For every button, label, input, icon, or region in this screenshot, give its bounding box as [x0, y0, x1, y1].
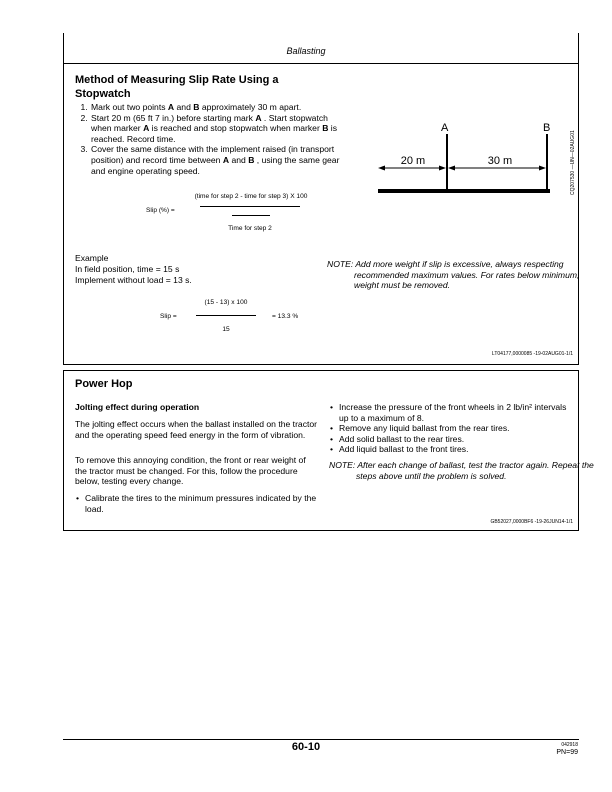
bullet-item: • Remove any liquid ballast from the rear tires. [329, 423, 574, 434]
example-heading: Example [75, 253, 109, 263]
footer-small-code: 042918 [561, 742, 578, 748]
example-line-2: Implement without load = 13 s. [75, 275, 192, 285]
example-slip-label: Slip = [160, 313, 177, 320]
footer-pn: PN=99 [556, 749, 578, 756]
slip-formula-denominator: Time for step 2 [228, 225, 272, 232]
example-numerator: (15 - 13) x 100 [204, 299, 248, 306]
bullet-item: • Increase the pressure of the front wheels in 2 lb/in² intervals up to a maximum of 8. [329, 402, 574, 423]
slip-formula-numerator: (time for step 2 - time for step 3) X 100 [194, 193, 308, 200]
power-hop-right-bullets [329, 402, 574, 455]
footer-rule [63, 739, 579, 740]
ground-line [378, 189, 550, 193]
power-hop-para-2: To remove this annoying condition, the front or rear weight of the tractor must be changed. For this, follow the procedure below, testing every change. [75, 455, 306, 487]
bullet-item: • Calibrate the tires to the minimum pressures indicated by the load. [75, 493, 320, 514]
step-item: 3. Cover the same distance with the implement raised (in transport position) and record time between A and B , using the same gear and engine operating speed. [90, 144, 340, 176]
arrow-head-2-left [448, 166, 455, 171]
marker-b-label: B [543, 122, 551, 134]
slip-reference-code: LT04177,0000085 -19-02AUG01-1/1 [491, 351, 573, 357]
slip-formula-fraction-bar [200, 206, 300, 207]
slip-rate-title: Method of Measuring Slip Rate Using a Stopwatch [75, 74, 279, 100]
example-denominator: 15 [222, 326, 230, 333]
figure-id: CQ207530 —UN—02AUG01 [570, 130, 576, 195]
example-result: = 13.3 % [272, 313, 299, 320]
slip-formula-label: Slip (%) = [146, 207, 175, 214]
step-item: 2. Start 20 m (65 ft 7 in.) before starting mark A . Start stopwatch when marker A is reached and stop stopwatch when marker B is reached. Record time. [90, 113, 340, 145]
power-hop-title: Power Hop [75, 378, 133, 390]
page-number: 60-10 [291, 741, 321, 753]
example-fraction-bar [196, 315, 256, 316]
marker-b-post [546, 134, 548, 190]
marker-a-label: A [441, 122, 449, 134]
arrow-head-right [539, 166, 546, 171]
slip-note: NOTE: Add more weight if slip is excessive, always respecting recommended maximum values. For rates below minimum, weight must be removed. [327, 259, 580, 291]
distance-label-2: 30 m [487, 155, 513, 167]
power-hop-left-bullets [75, 493, 320, 514]
power-hop-note: NOTE: After each change of ballast, test the tractor again. Repeat the steps above until the problem is solved. [329, 460, 594, 481]
arrow-head-left [378, 166, 385, 171]
power-hop-para-1: The jolting effect occurs when the ballast installed on the tractor and the operating speed feed energy in the form of vibration. [75, 419, 318, 440]
bullet-item: • Add liquid ballast to the front tires. [329, 444, 574, 455]
power-hop-reference-code: GB52027,0000BF6 -19-26JUN14-1/1 [490, 519, 573, 525]
slip-rate-steps [75, 102, 340, 176]
page-header-title: Ballasting [286, 46, 326, 56]
slip-formula-fraction-bar-short [232, 215, 270, 216]
step-item: 1. Mark out two points A and B approximately 30 m apart. [90, 102, 340, 113]
example-line-1: In field position, time = 15 s [75, 264, 180, 274]
distance-label-1: 20 m [400, 155, 426, 167]
bullet-item: • Add solid ballast to the rear tires. [329, 434, 574, 445]
power-hop-subtitle: Jolting effect during operation [75, 402, 200, 412]
marker-a-post [446, 134, 448, 190]
